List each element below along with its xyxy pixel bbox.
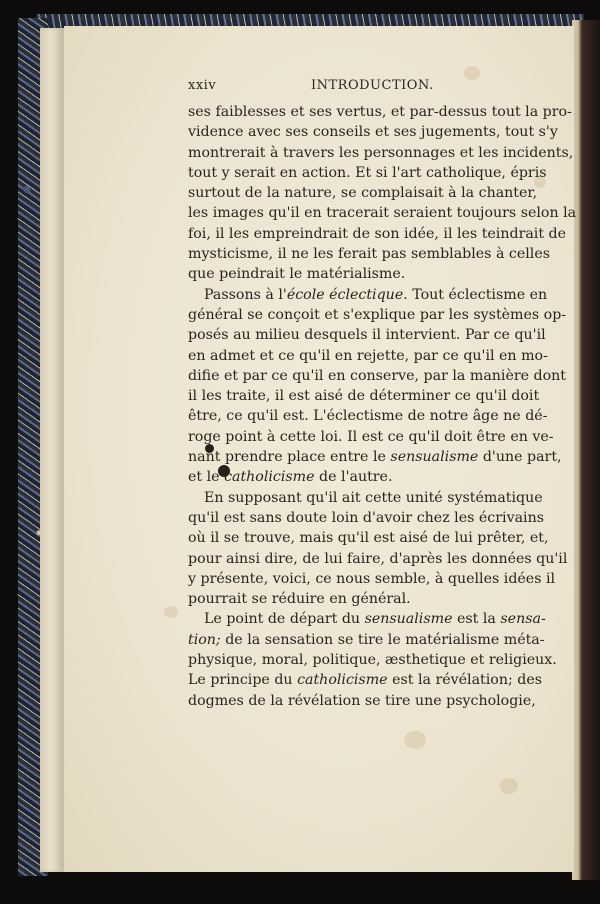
text-run: tout y serait en action. Et si l'art catholique, épris [188,164,547,181]
text-run: montrerait à travers les personnages et les incidents, [188,144,574,161]
text-line [188,122,558,142]
text-line [188,143,574,163]
foxing-stain [500,778,518,794]
italic-text: école éclectique. [286,286,408,303]
text-run: roge point à cette loi. Il est ce qu'il doit être en ve- [188,428,554,445]
foxing-stain [164,606,178,618]
text-run: nant prendre place entre le [188,449,391,466]
text-run: pourrait se réduire en général. [188,591,411,608]
text-line [188,224,567,244]
text-line [188,488,543,508]
text-line [188,285,548,305]
foxing-stain [464,66,480,80]
text-run: de la sensation se tire le matérialisme méta- [220,631,545,648]
text-run: est la révélation; des [387,672,543,689]
text-run: y présente, voici, ce nous semble, à quelles idées il [188,570,556,587]
text-run: mysticisme, il ne les ferait pas semblables à celles [188,246,551,263]
text-run: qu'il est sans doute loin d'avoir chez les écrivains [188,509,544,526]
text-run: ses faiblesses et ses vertus, et par-dessus tout la pro- [188,104,572,120]
text-line [188,366,567,386]
text-line [188,549,568,569]
text-line [188,305,567,325]
text-run: Passons à l' [204,286,287,303]
italic-text: sensualisme [390,449,479,466]
body-text [188,102,577,711]
text-line [188,467,530,487]
text-line [188,427,554,447]
text-run: est la [452,611,501,628]
running-title: INTRODUCTION. [311,78,434,93]
foxing-stain [404,731,426,749]
text-run: de l'autre. [314,469,393,486]
text-run: général se conçoit et s'explique par les systèmes op- [188,306,567,323]
text-line [188,406,548,426]
text-run: et le [188,469,225,486]
italic-text: sensualisme [364,611,453,628]
text-run: posés au milieu desquels il intervient. Par ce qu'il [188,327,546,344]
text-line [188,609,546,629]
text-run: surtout de la nature, se complaisait à la chanter, [188,185,538,202]
text-line [188,508,544,528]
text-line [188,264,530,284]
italic-text: tion; [188,631,221,648]
text-run: où il se trouve, mais qu'il est aisé de lui prêter, et, [188,530,549,547]
text-line [188,163,547,183]
text-run: dogmes de la révélation se tire une psychologie, [188,692,536,709]
text-line [188,691,536,711]
text-line [188,528,549,548]
text-run: difie et par ce qu'il en conserve, par la manière dont [188,367,567,384]
text-line [188,569,556,589]
text-run: en admet et ce qu'il en rejette, par ce qu'il en mo- [188,347,548,364]
text-line [188,346,548,366]
text-line [188,102,572,122]
italic-text: sensa- [500,611,546,628]
page-number: xxiv [188,78,217,93]
text-run: vidence avec ses conseils et ses jugements, tout s'y [188,124,558,141]
text-line [188,670,543,690]
book-cover-right [572,20,600,880]
text-run: que peindrait le matérialisme. [188,266,406,283]
text-run: être, ce qu'il est. L'éclectisme de notre âge ne dé- [188,408,548,425]
text-run: foi, il les empreindrait de son idée, il les teindrait de [188,225,567,242]
text-line [188,244,551,264]
italic-text: catholicisme [297,672,388,689]
text-line [188,447,562,467]
text-line [188,650,557,670]
text-line [188,325,546,345]
text-run: Le principe du [188,672,298,689]
text-line [188,589,530,609]
text-line [188,386,540,406]
italic-text: catholicisme [224,469,315,486]
text-run: pour ainsi dire, de lui faire, d'après les données qu'il [188,550,568,567]
text-run: Le point de départ du [204,611,365,628]
text-line [188,203,577,223]
text-run: les images qu'il en tracerait seraient toujours selon la [188,205,577,222]
text-run: il les traite, il est aisé de déterminer ce qu'il doit [188,388,540,405]
text-run: En supposant qu'il ait cette unité systématique [204,489,543,506]
text-run: Tout éclectisme en [407,286,548,303]
text-run: d'une part, [478,449,562,466]
text-line [188,183,538,203]
text-line [188,630,545,650]
text-run: physique, moral, politique, æsthetique et religieux. [188,652,557,669]
